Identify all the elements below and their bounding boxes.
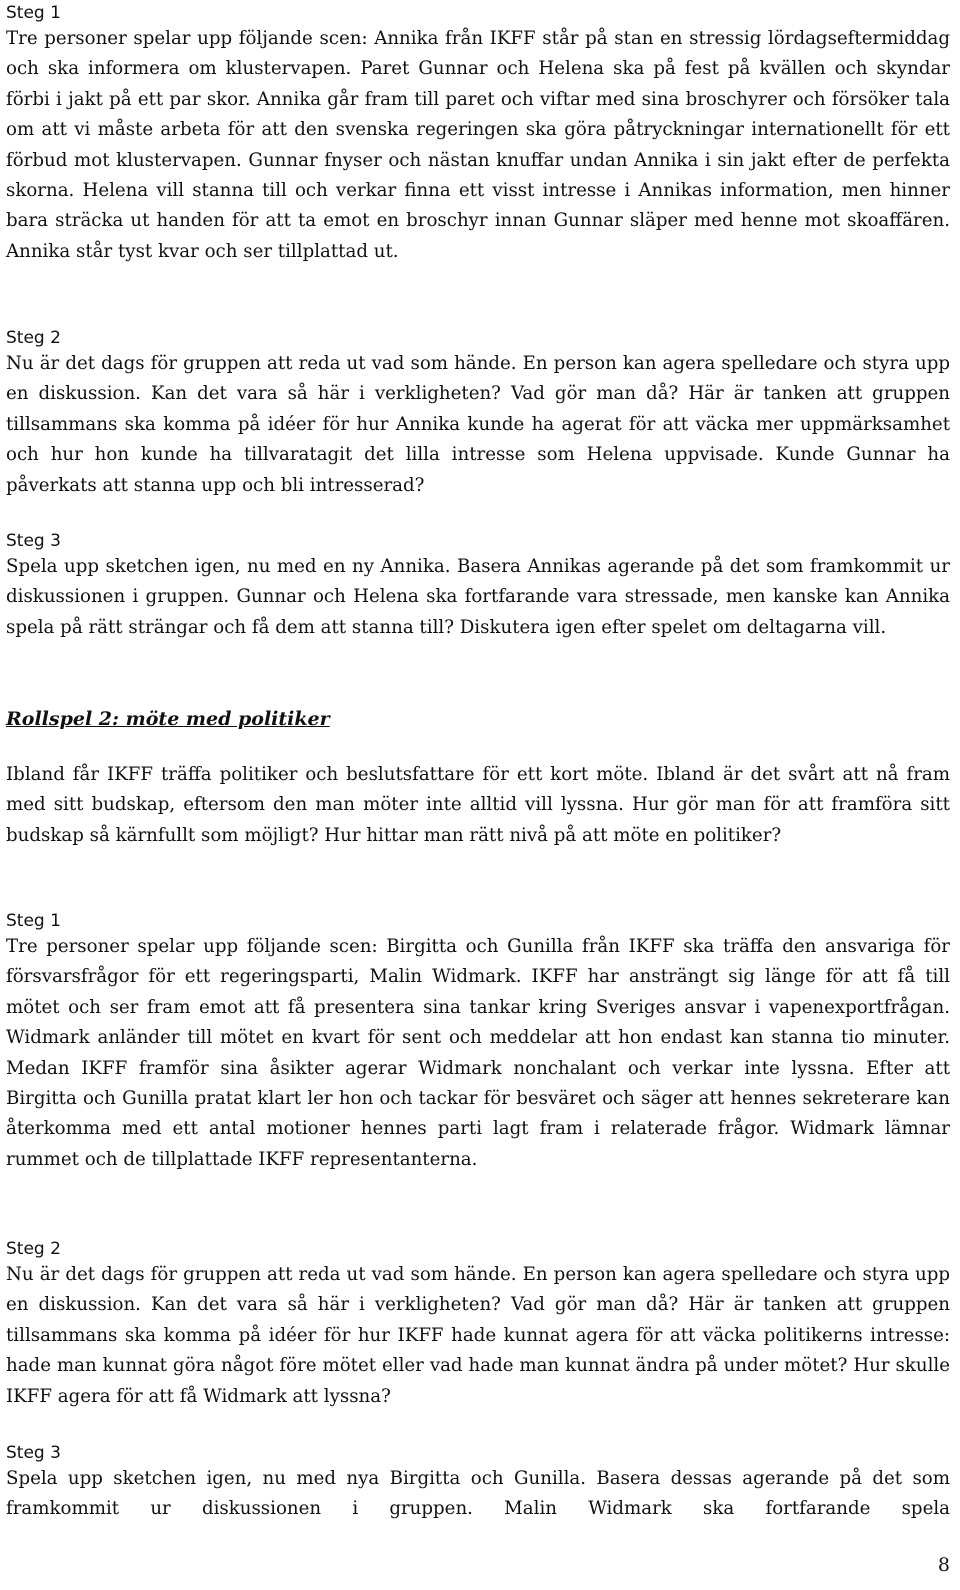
step-paragraph: Nu är det dags för gruppen att reda ut vad som hände. En person kan agera spelledare och styra upp en diskussion. Kan det vara så här i verkligheten? Vad gör man då? Här är tanken att gruppen tillsammans ska komma på idéer för hur Annika kunde ha agerat för att väcka mer uppmärksamhet och hur hon kunde ha tillvaratagit det lilla intresse som Helena uppvisade. Kunde Gunnar ha påverkats att stanna upp och bli intresserad?: [6, 353, 950, 496]
step-heading: Steg 2: [6, 328, 61, 348]
step-paragraph: Nu är det dags för gruppen att reda ut vad som hände. En person kan agera spelledare och styra upp en diskussion. Kan det vara så här i verkligheten? Vad gör man då? Här är tanken att gruppen tillsammans ska komma på idéer för hur IKFF hade kunnat agera för att väcka politikerns intresse: hade man kunnat göra något före mötet eller vad hade man kunnat ändra på under mötet? Hur skulle IKFF agera för att få Widmark att lyssna?: [6, 1264, 950, 1407]
intro-paragraph: Ibland får IKFF träffa politiker och beslutsfattare för ett kort möte. Ibland är det svårt att nå fram med sitt budskap, eftersom den man möter inte alltid vill lyssna. Hur gör man för att framföra sitt budskap så kärnfullt som möjligt? Hur hittar man rätt nivå på att möte en politiker?: [6, 764, 950, 846]
rollspel-2-intro: [6, 760, 950, 851]
section-2-step-1: [6, 910, 950, 1175]
step-heading: Steg 1: [6, 911, 61, 931]
step-paragraph: Spela upp sketchen igen, nu med nya Birgitta och Gunilla. Basera dessas agerande på det som framkommit ur diskussionen i gruppen. Malin Widmark ska fortfarande spela: [6, 1468, 950, 1520]
page-number: 8: [937, 1554, 950, 1576]
section-2-step-3: [6, 1442, 950, 1525]
step-heading: Steg 1: [6, 3, 61, 23]
section-heading: Rollspel 2: möte med politiker: [6, 708, 330, 730]
section-2-step-2: [6, 1238, 950, 1412]
step-paragraph: Tre personer spelar upp följande scen: Birgitta och Gunilla från IKFF ska träffa den ansvariga för försvarsfrågor för ett regeringsparti, Malin Widmark. IKFF har ansträngt sig länge för att få till mötet och ser fram emot att få presentera sina tankar kring Sveriges ansvar i vapenexportfrågan. Widmark anländer till mötet en kvart för sent och meddelar att hon endast kan stanna tio minuter. Medan IKFF framför sina åsikter agerar Widmark nonchalant och verkar inte lyssna. Efter att Birgitta och Gunilla pratat klart ler hon och tackar för besväret och säger att hennes sekreterare kan återkomma med ett antal motioner hennes parti lagt fram i relaterade frågor. Widmark lämnar rummet och de tillplattade IKFF representanterna.: [6, 936, 950, 1170]
step-heading: Steg 2: [6, 1239, 61, 1259]
step-heading: Steg 3: [6, 1443, 61, 1463]
section-1-step-3: [6, 530, 950, 643]
step-heading: Steg 3: [6, 531, 61, 551]
step-paragraph: Tre personer spelar upp följande scen: Annika från IKFF står på stan en stressig lördagseftermiddag och ska informera om klustervapen. Paret Gunnar och Helena ska på fest på kvällen och skyndar förbi i jakt på ett par skor. Annika går fram till paret och viftar med sina broschyrer och försöker tala om att vi måste arbeta för att den svenska regeringen ska göra påtryckningar internationellt för ett förbud mot klustervapen. Gunnar fnyser och nästan knuffar undan Annika i sin jakt efter de perfekta skorna. Helena vill stanna till och verkar finna ett visst intresse i Annikas information, men hinner bara sträcka ut handen för att ta emot en broschyr innan Gunnar släper med henne mot skoaffären. Annika står tyst kvar och ser tillplattad ut.: [6, 28, 950, 262]
step-paragraph: Spela upp sketchen igen, nu med en ny Annika. Basera Annikas agerande på det som framkommit ur diskussionen i gruppen. Gunnar och Helena ska fortfarande vara stressade, men kanske kan Annika spela på rätt strängar och få dem att stanna till? Diskutera igen efter spelet om deltagarna vill.: [6, 556, 950, 638]
section-1-step-2: [6, 327, 950, 501]
rollspel-2-heading-block: [6, 706, 950, 732]
section-1-step-1: [6, 2, 950, 267]
